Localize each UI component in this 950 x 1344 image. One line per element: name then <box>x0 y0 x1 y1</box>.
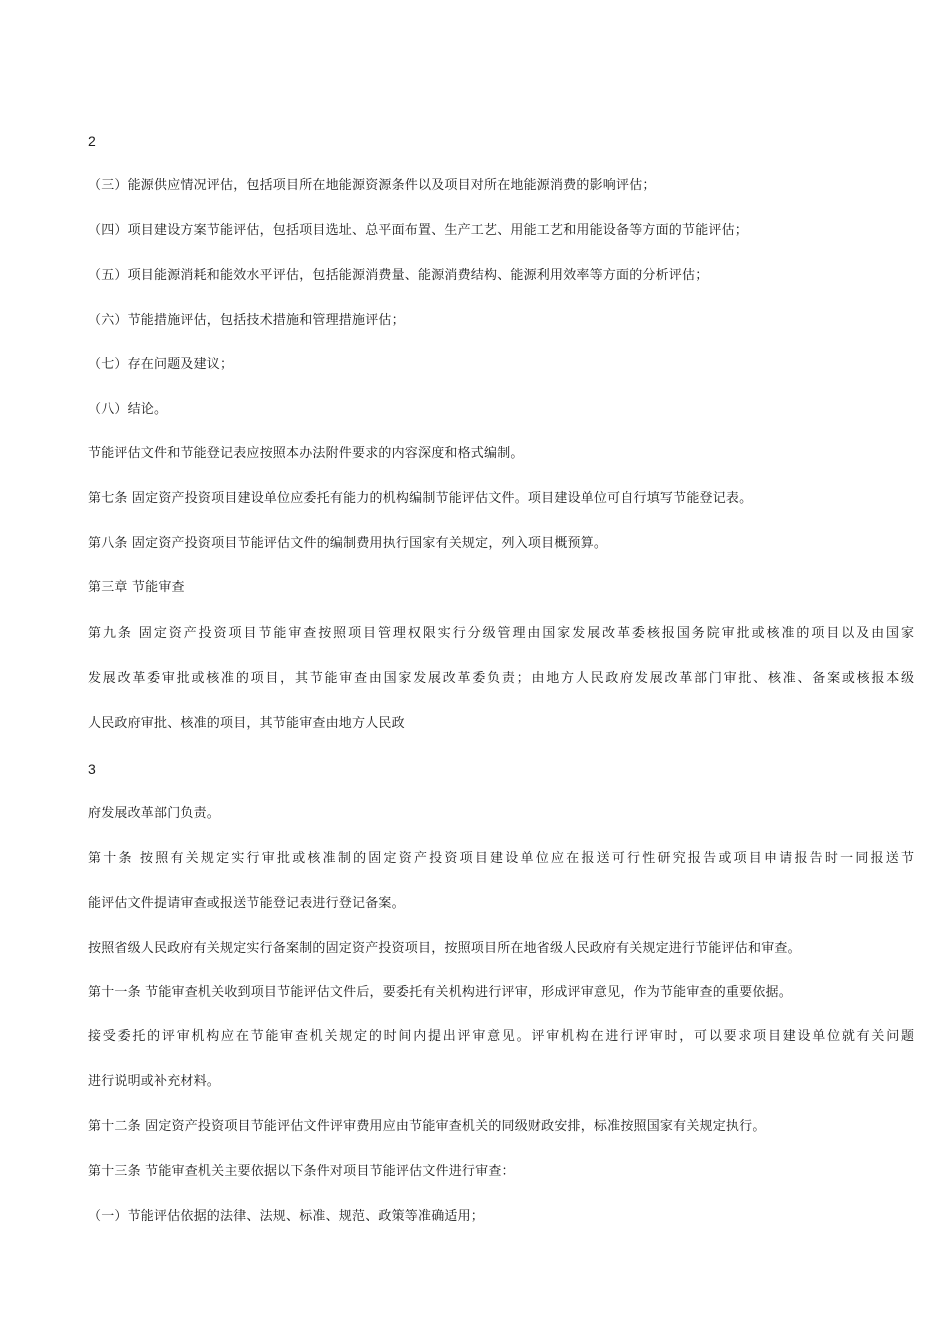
text-line: （四）项目建设方案节能评估，包括项目选址、总平面布置、生产工艺、用能工艺和用能设备等方面的节能评估； <box>88 223 749 238</box>
text-line: 进行说明或补充材料。 <box>88 1074 221 1089</box>
text-line: （七）存在问题及建议； <box>88 357 234 372</box>
text-line: （六）节能措施评估，包括技术措施和管理措施评估； <box>88 313 405 328</box>
article-9: 第九条 固定资产投资项目节能审查按照项目管理权限实行分级管理由国家发展改革委核报国务院审批或核准的项目以及由国家 <box>88 626 914 641</box>
article-12: 第十二条 固定资产投资项目节能评估文件评审费用应由节能审查机关的同级财政安排，标准按照国家有关规定执行。 <box>88 1119 766 1134</box>
text-line: 发展改革委审批或核准的项目，其节能审查由国家发展改革委负责；由地方人民政府发展改革部门审批、核准、备案或核报本级 <box>88 671 914 686</box>
text-line: 能评估文件提请审查或报送节能登记表进行登记备案。 <box>88 896 405 911</box>
page-number: 2 <box>88 133 96 149</box>
text-line: （五）项目能源消耗和能效水平评估，包括能源消费量、能源消费结构、能源利用效率等方面的分析评估； <box>88 268 709 283</box>
text-line: 按照省级人民政府有关规定实行备案制的固定资产投资项目，按照项目所在地省级人民政府有关规定进行节能评估和审查。 <box>88 941 801 956</box>
chapter-heading: 第三章 节能审查 <box>88 580 185 595</box>
text-line: 节能评估文件和节能登记表应按照本办法附件要求的内容深度和格式编制。 <box>88 446 524 461</box>
article-13: 第十三条 节能审查机关主要依据以下条件对项目节能评估文件进行审查： <box>88 1164 515 1179</box>
text-line: 府发展改革部门负责。 <box>88 806 221 821</box>
text-line: （一）节能评估依据的法律、法规、标准、规范、政策等准确适用； <box>88 1209 485 1224</box>
text-line: （三）能源供应情况评估，包括项目所在地能源资源条件以及项目对所在地能源消费的影响评估； <box>88 178 656 193</box>
text-line: （八）结论。 <box>88 402 168 417</box>
article-8: 第八条 固定资产投资项目节能评估文件的编制费用执行国家有关规定，列入项目概预算。 <box>88 536 608 551</box>
page-number: 3 <box>88 761 96 777</box>
article-10: 第十条 按照有关规定实行审批或核准制的固定资产投资项目建设单位应在报送可行性研究报告或项目申请报告时一同报送节 <box>88 851 914 866</box>
article-7: 第七条 固定资产投资项目建设单位应委托有能力的机构编制节能评估文件。项目建设单位可自行填写节能登记表。 <box>88 491 753 506</box>
article-11: 第十一条 节能审查机关收到项目节能评估文件后，要委托有关机构进行评审，形成评审意见，作为节能审查的重要依据。 <box>88 985 792 1000</box>
text-line: 人民政府审批、核准的项目，其节能审查由地方人民政 <box>88 716 405 731</box>
text-line: 接受委托的评审机构应在节能审查机关规定的时间内提出评审意见。评审机构在进行评审时，可以要求项目建设单位就有关问题 <box>88 1029 914 1044</box>
